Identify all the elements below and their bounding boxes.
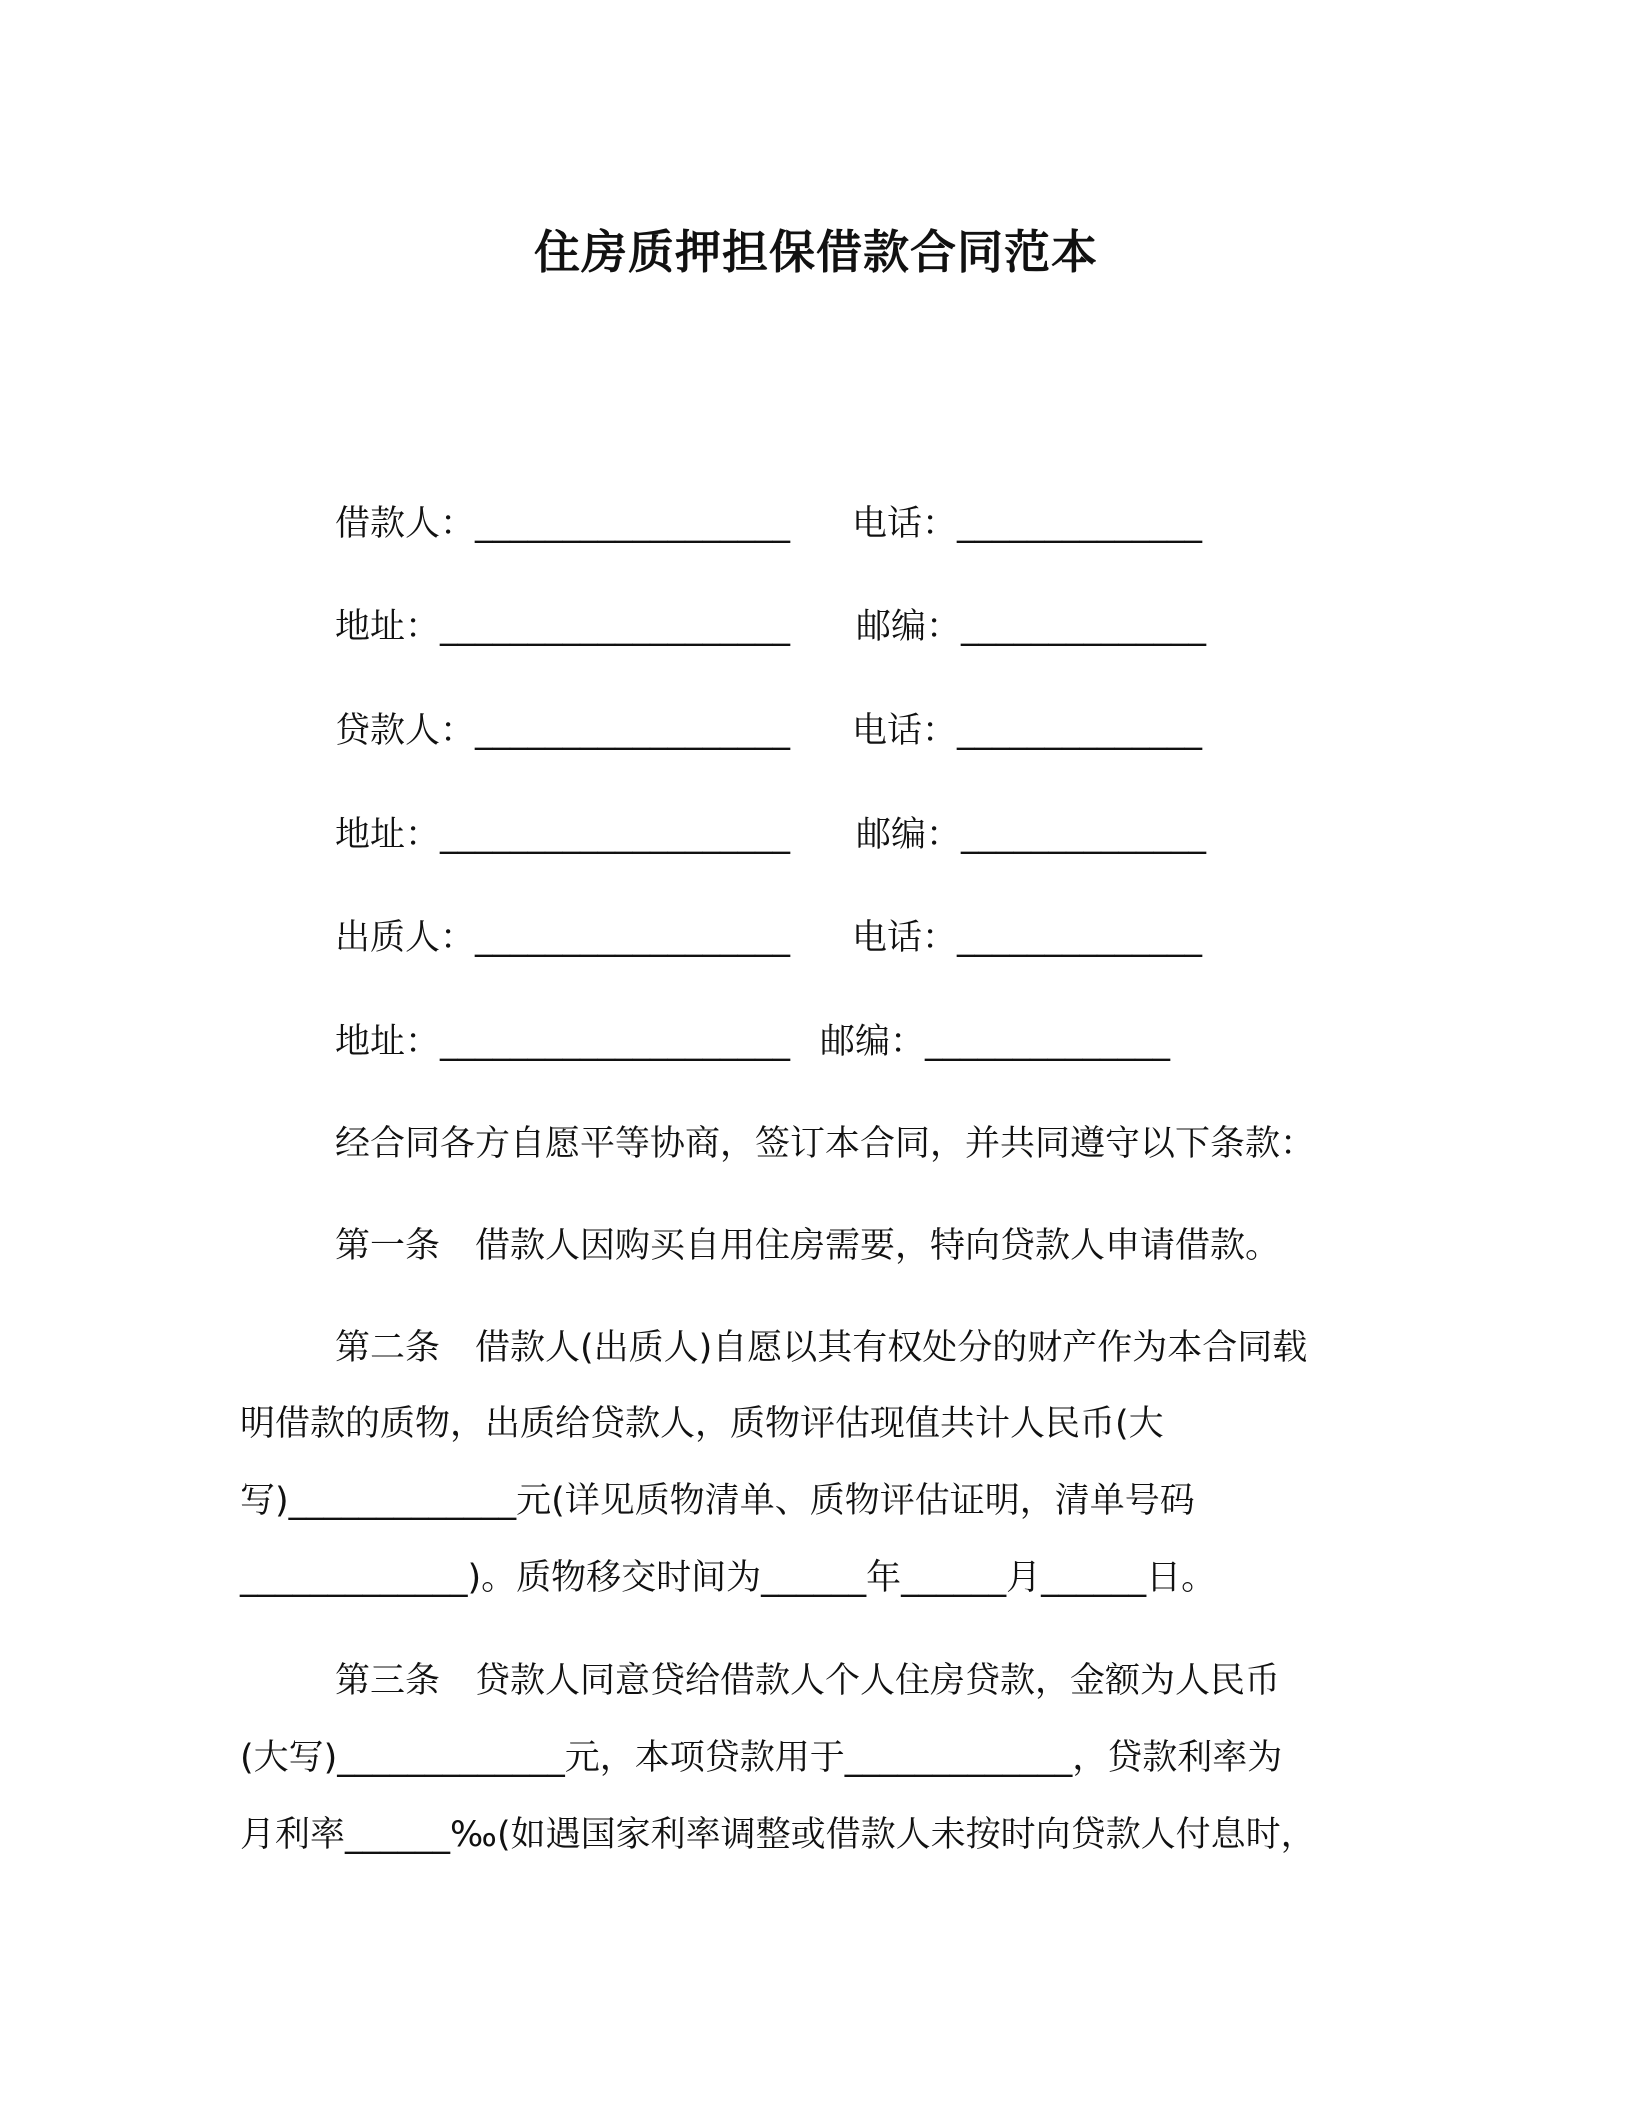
lender-phone-field[interactable]: 电话：______________: [852, 711, 1203, 751]
intro-paragraph: 经合同各方自愿平等协商，签订本合同，并共同遵守以下条款：: [335, 1124, 1316, 1164]
article-1: 第一条 借款人因购买自用住房需要，特向贷款人申请借款。: [335, 1226, 1281, 1266]
borrower-field[interactable]: 借款人：__________________: [335, 504, 791, 544]
article-3-line-1: 第三条 贷款人同意贷给借款人个人住房贷款，金额为人民币: [335, 1661, 1281, 1701]
article-2-line-1: 第二条 借款人(出质人)自愿以其有权处分的财产作为本合同载: [335, 1328, 1308, 1368]
borrower-address-field[interactable]: 地址：____________________: [335, 607, 791, 647]
pledgor-address-field[interactable]: 地址：____________________: [335, 1022, 791, 1062]
lender-postcode-field[interactable]: 邮编：______________: [856, 815, 1207, 855]
document-title: 住房质押担保借款合同范本: [534, 225, 1098, 279]
pledgor-phone-field[interactable]: 电话：______________: [852, 918, 1203, 958]
pledgor-field[interactable]: 出质人：__________________: [335, 918, 791, 958]
lender-address-field[interactable]: 地址：____________________: [335, 815, 791, 855]
pledgor-postcode-field[interactable]: 邮编：______________: [820, 1022, 1171, 1062]
article-2-line-2: 明借款的质物，出质给贷款人，质物评估现值共计人民币(大: [240, 1404, 1164, 1444]
borrower-phone-field[interactable]: 电话：______________: [852, 504, 1203, 544]
lender-field[interactable]: 贷款人：__________________: [335, 711, 791, 751]
article-3-line-3: 月利率______‰(如遇国家利率调整或借款人未按时向贷款人付息时，: [240, 1815, 1316, 1855]
article-2-line-4: _____________)。质物移交时间为______年______月______日。: [240, 1558, 1217, 1598]
borrower-postcode-field[interactable]: 邮编：______________: [856, 607, 1207, 647]
article-2-line-3: 写)_____________元(详见质物清单、质物评估证明，清单号码: [240, 1481, 1195, 1521]
article-3-line-2: (大写)_____________元，本项贷款用于_____________，贷款利率为: [240, 1738, 1283, 1778]
